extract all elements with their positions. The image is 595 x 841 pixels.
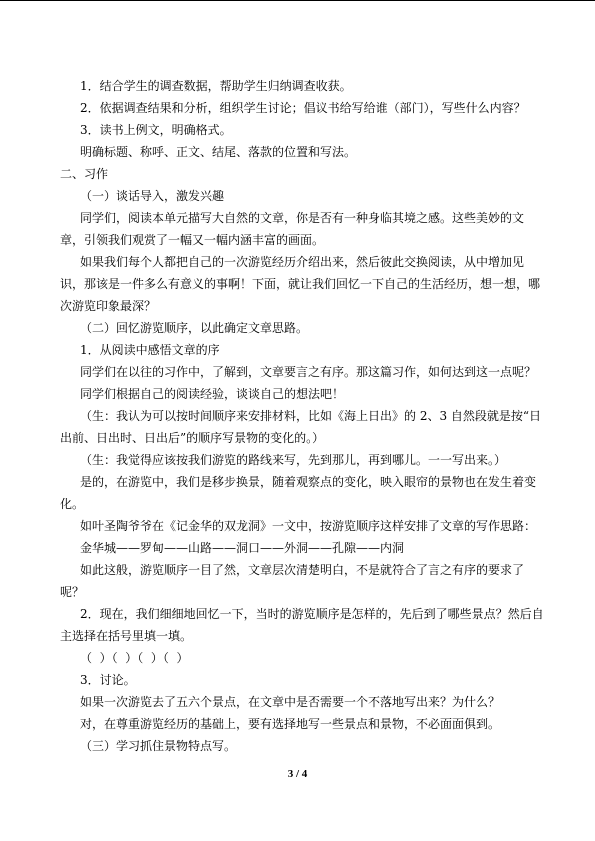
page-number: 3 / 4 xyxy=(287,768,308,780)
text-line: 3．读书上例文，明确格式。 xyxy=(80,123,232,137)
paragraph xyxy=(60,339,560,361)
paragraph xyxy=(60,141,560,163)
text-line: 明确标题、称呼、正文、结尾、落款的位置和写法。 xyxy=(80,145,357,159)
paragraph xyxy=(60,691,560,713)
text-line: 如果一次游览去了五六个景点，在文章中是否需要一个不落地写出来？为什么？ xyxy=(80,695,501,709)
blank-brackets: （ ）（ ）（ ）（ ） xyxy=(80,651,189,665)
top-rule xyxy=(0,0,595,1)
paragraph xyxy=(60,603,560,647)
subsection-heading xyxy=(60,317,560,339)
paragraph xyxy=(60,383,560,405)
text-line: 化。 xyxy=(60,497,85,511)
paragraph xyxy=(60,471,560,515)
text-line: 1．从阅读中感悟文章的序 xyxy=(80,343,220,357)
text-line: 章，引领我们观赏了一幅又一幅内涵丰富的画面。 xyxy=(60,233,325,247)
text-line: （生：我觉得应该按我们游览的路线来写，先到那儿，再到哪儿。一一写出来。） xyxy=(80,453,507,467)
fill-in-blanks xyxy=(60,647,560,669)
text-line: 3．讨论。 xyxy=(80,673,136,687)
heading-text: （三）学习抓住景物特点写。 xyxy=(80,739,237,753)
paragraph xyxy=(60,559,560,603)
heading-text: 二、习作 xyxy=(60,167,109,181)
paragraph xyxy=(60,449,560,471)
text-line: 同学们，阅读本单元描写大自然的文章，你是否有一种身临其境之感。这些美妙的文 xyxy=(80,211,525,225)
subsection-heading xyxy=(60,185,560,207)
text-line: 2．依据调查结果和分析，组织学生讨论；倡议书给写给谁（部门），写些什么内容？ xyxy=(80,101,526,115)
text-line: 识，那该是一件多么有意义的事啊！下面，就让我们回忆一下自己的生活经历，想一想，哪 xyxy=(60,277,541,291)
paragraph xyxy=(60,405,560,449)
heading-text: （二）回忆游览顺序，以此确定文章思路。 xyxy=(80,321,309,335)
text-line: 如果我们每个人都把自己的一次游览经历介绍出来，然后彼此交换阅读，从中增加见 xyxy=(80,255,525,269)
route-line: 金华城——罗甸——山路——洞口——外洞——孔隙——内洞 xyxy=(80,541,405,555)
paragraph xyxy=(60,537,560,559)
text-line: 2．现在，我们细细地回忆一下，当时的游览顺序是怎样的，先后到了哪些景点？然后自 xyxy=(80,607,544,621)
text-line: 如叶圣陶爷爷在《记金华的双龙洞》一文中，按游览顺序这样安排了文章的写作思路： xyxy=(80,519,537,533)
section-heading xyxy=(60,163,560,185)
text-line: 如此这般，游览顺序一目了然，文章层次清楚明白，不是就符合了言之有序的要求了 xyxy=(80,563,525,577)
paragraph xyxy=(60,713,560,735)
text-line: 出前、日出时、日出后”的顺序写景物的变化的。） xyxy=(60,431,325,445)
text-line: 同学们根据自己的阅读经验，谈谈自己的想法吧！ xyxy=(80,387,345,401)
paragraph xyxy=(60,207,560,251)
text-line: 是的，在游览中，我们是移步换景，随着观察点的变化，映入眼帘的景物也在发生着变 xyxy=(80,475,537,489)
paragraph xyxy=(60,515,560,537)
paragraph xyxy=(60,251,560,317)
document-body xyxy=(60,75,560,757)
text-line: 对，在尊重游览经历的基础上，要有选择地写一些景点和景物，不必面面俱到。 xyxy=(80,717,501,731)
subsection-heading xyxy=(60,735,560,757)
text-line: 呢？ xyxy=(60,585,85,599)
text-line: （生：我认为可以按时间顺序来安排材料，比如《海上日出》的 2、3 自然段就是按“日 xyxy=(80,409,542,423)
text-line: 同学们在以往的习作中，了解到，文章要言之有序。那这篇习作，如何达到这一点呢？ xyxy=(80,365,537,379)
paragraph xyxy=(60,97,560,119)
text-line: 次游览印象最深？ xyxy=(60,299,157,313)
heading-text: （一）谈话导入，激发兴趣 xyxy=(80,189,225,203)
paragraph xyxy=(60,669,560,691)
text-line: 1．结合学生的调查数据，帮助学生归纳调查收获。 xyxy=(80,79,352,93)
text-line: 主选择在括号里填一填。 xyxy=(60,629,193,643)
paragraph xyxy=(60,119,560,141)
paragraph xyxy=(60,361,560,383)
paragraph xyxy=(60,75,560,97)
